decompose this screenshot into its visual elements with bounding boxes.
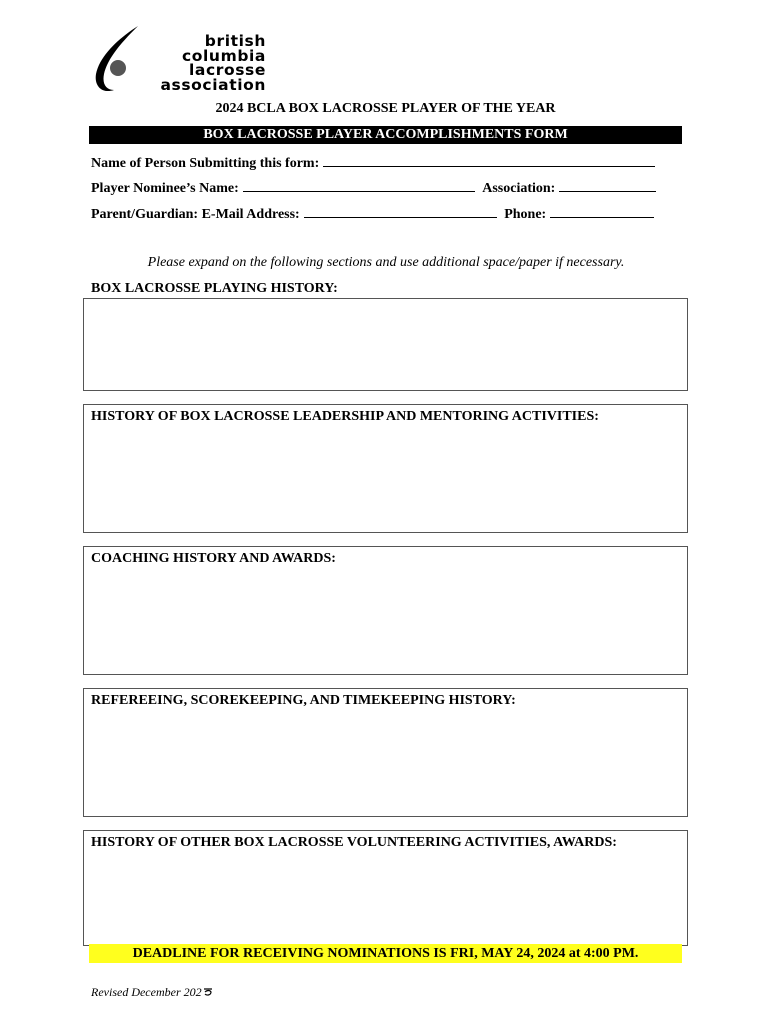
playing-history-heading: BOX LACROSSE PLAYING HISTORY: [91,281,338,296]
refereeing-heading: REFEREEING, SCOREKEEPING, AND TIMEKEEPING HISTORY: [91,693,516,708]
email-label: Parent/Guardian: E-Mail Address: [91,207,300,222]
logo-line-columbia: columbia [181,46,266,65]
form-banner: BOX LACROSSE PLAYER ACCOMPLISHMENTS FORM [89,126,682,144]
smudged-digit-icon [203,987,213,997]
phone-field[interactable] [550,205,654,218]
coaching-heading: COACHING HISTORY AND AWARDS: [91,551,336,566]
coaching-box[interactable] [83,546,688,675]
revised-text: Revised December 202 [91,985,202,999]
association-field[interactable] [559,179,656,192]
refereeing-box[interactable] [83,688,688,817]
nominee-label: Player Nominee’s Name: [91,181,239,196]
logo-line-lacrosse: lacrosse [188,61,266,79]
instruction-text: Please expand on the following sections and use additional space/paper if necessary. [147,255,625,270]
submitter-row [91,154,655,172]
contact-row [91,205,654,223]
association-label: Association: [482,181,556,196]
nominee-row [91,179,656,197]
submitter-label: Name of Person Submitting this form: [91,156,320,171]
phone-label: Phone: [504,207,547,222]
leadership-heading: HISTORY OF BOX LACROSSE LEADERSHIP AND MENTORING ACTIVITIES: [91,409,599,424]
leadership-box[interactable] [83,404,688,533]
revised-date [91,985,213,1000]
logo-line-association: association [160,75,266,94]
email-field[interactable] [304,205,497,218]
logo-line-british: british [204,32,266,50]
deadline-notice: DEADLINE FOR RECEIVING NOMINATIONS IS FRI, MAY 24, 2024 at 4:00 PM. [89,944,682,963]
playing-history-box[interactable] [83,298,688,391]
page-title: 2024 BCLA BOX LACROSSE PLAYER OF THE YEAR [215,101,556,116]
volunteering-box[interactable] [83,830,688,946]
logo-wordmark [126,34,266,92]
volunteering-heading: HISTORY OF OTHER BOX LACROSSE VOLUNTEERING ACTIVITIES, AWARDS: [91,835,617,850]
submitter-field[interactable] [323,154,655,167]
nominee-field[interactable] [243,179,475,192]
bcla-logo [92,24,266,96]
